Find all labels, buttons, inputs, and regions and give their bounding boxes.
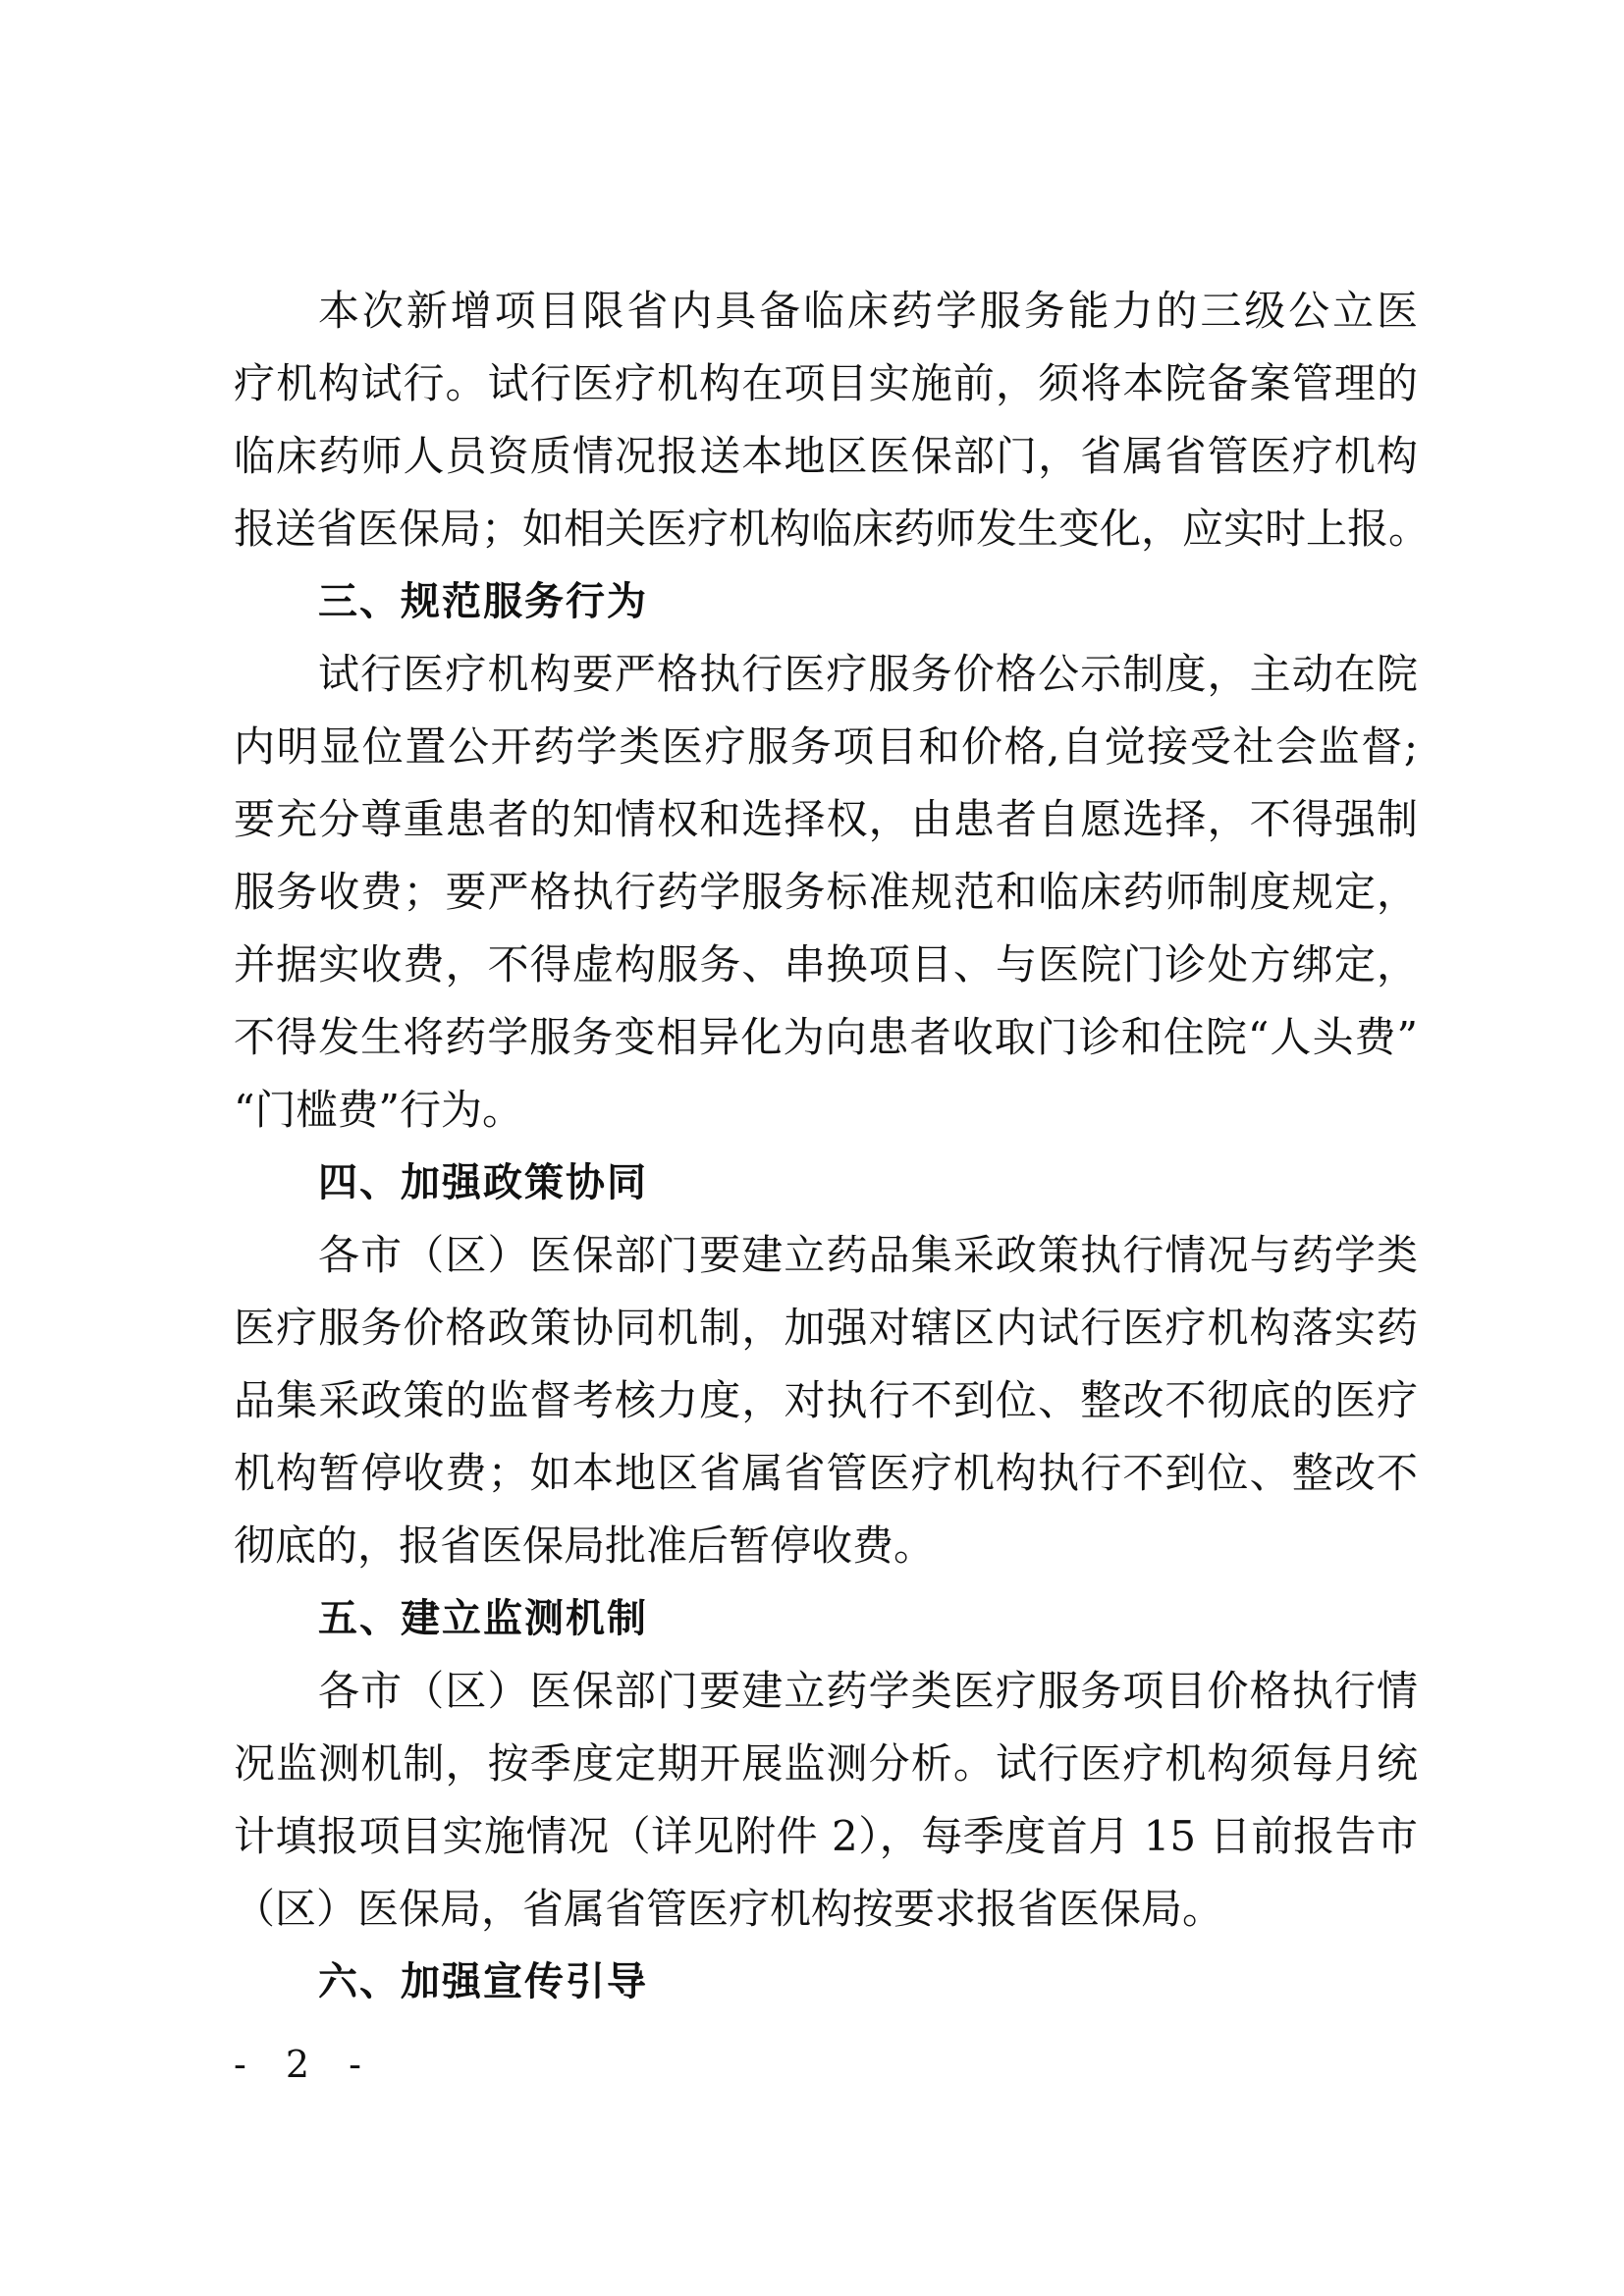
page-number: - 2 - <box>234 2043 376 2086</box>
paragraph-3-line-1: 试行医疗机构要严格执行医疗服务价格公示制度，主动在院 <box>318 650 1418 698</box>
paragraph-3-line-6: 不得发生将药学服务变相异化为向患者收取门诊和住院“人头费” <box>234 1013 1418 1061</box>
paragraph-1-line-1: 本次新增项目限省内具备临床药学服务能力的三级公立医 <box>318 287 1418 335</box>
paragraph-4-line-3: 品集采政策的监督考核力度，对执行不到位、整改不彻底的医疗 <box>234 1376 1418 1424</box>
paragraph-1-line-2: 疗机构试行。试行医疗机构在项目实施前，须将本院备案管理的 <box>234 359 1418 407</box>
paragraph-1-line-3: 临床药师人员资质情况报送本地区医保部门，省属省管医疗机构 <box>234 432 1418 480</box>
section-heading-5: 五、建立监测机制 <box>318 1596 648 1641</box>
paragraph-5-line-3: 计填报项目实施情况（详见附件 2），每季度首月 15 日前报告市 <box>234 1812 1418 1860</box>
paragraph-3-line-2: 内明显位置公开药学类医疗服务项目和价格,自觉接受社会监督; <box>234 722 1418 771</box>
paragraph-5-line-2: 况监测机制，按季度定期开展监测分析。试行医疗机构须每月统 <box>234 1739 1418 1788</box>
section-heading-3: 三、规范服务行为 <box>318 579 648 624</box>
paragraph-1-line-4: 报送省医保局；如相关医疗机构临床药师发生变化，应实时上报。 <box>234 505 1431 553</box>
paragraph-4-line-4: 机构暂停收费；如本地区省属省管医疗机构执行不到位、整改不 <box>234 1449 1418 1497</box>
paragraph-5-line-4: （区）医保局，省属省管医疗机构按要求报省医保局。 <box>234 1885 1224 1933</box>
section-heading-6: 六、加强宣传引导 <box>318 1959 648 2004</box>
paragraph-4-line-1: 各市（区）医保部门要建立药品集采政策执行情况与药学类 <box>318 1231 1418 1279</box>
section-heading-4: 四、加强政策协同 <box>318 1160 648 1205</box>
paragraph-4-line-2: 医疗服务价格政策协同机制，加强对辖区内试行医疗机构落实药 <box>234 1304 1418 1352</box>
paragraph-3-line-5: 并据实收费，不得虚构服务、串换项目、与医院门诊处方绑定， <box>234 940 1418 988</box>
paragraph-3-line-7: “门槛费”行为。 <box>234 1086 523 1134</box>
paragraph-3-line-4: 服务收费；要严格执行药学服务标准规范和临床药师制度规定， <box>234 868 1418 916</box>
paragraph-4-line-5: 彻底的，报省医保局批准后暂停收费。 <box>234 1522 936 1570</box>
paragraph-3-line-3: 要充分尊重患者的知情权和选择权，由患者自愿选择，不得强制 <box>234 795 1418 843</box>
paragraph-5-line-1: 各市（区）医保部门要建立药学类医疗服务项目价格执行情 <box>318 1667 1418 1715</box>
